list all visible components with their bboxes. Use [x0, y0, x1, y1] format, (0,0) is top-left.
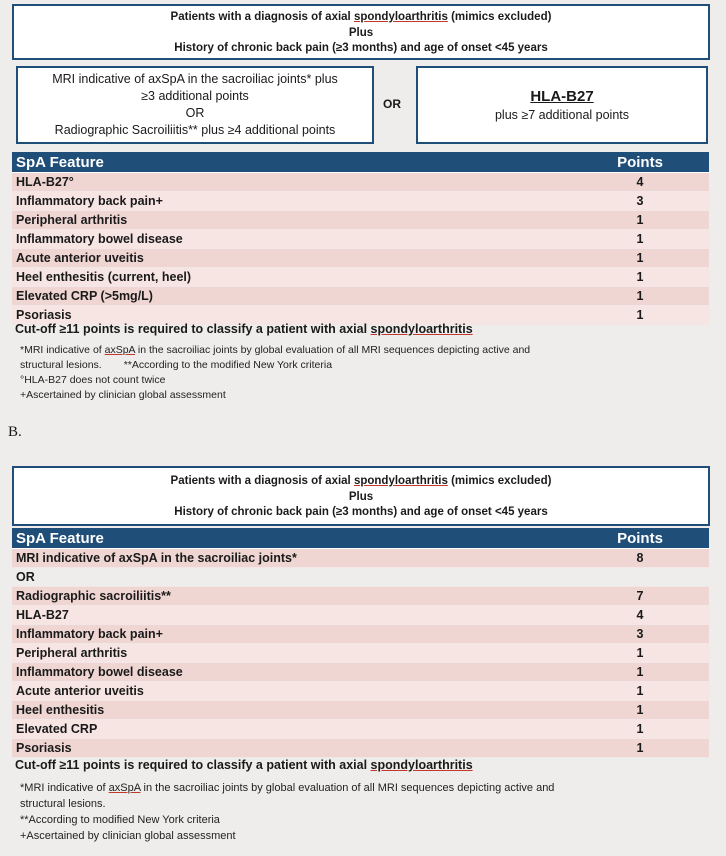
- imaging-arm-line-1: MRI indicative of axSpA in the sacroiliac joints* plus: [52, 72, 338, 86]
- table-row: Psoriasis 1: [12, 739, 709, 758]
- header-line-2: Plus: [348, 490, 374, 503]
- table-row: Peripheral arthritis 1: [12, 211, 709, 230]
- table-row: Inflammatory back pain+ 3: [12, 192, 709, 211]
- table-row: HLA-B27° 4: [12, 173, 709, 192]
- clinical-arm-box: [416, 66, 708, 144]
- imaging-arm-line-2: ≥3 additional points: [141, 89, 249, 103]
- imaging-arm-line-4: Radiographic Sacroiliitis** plus ≥4 additional points: [54, 123, 336, 137]
- spa-features-table-a: [12, 152, 709, 325]
- table-row: Peripheral arthritis 1: [12, 644, 709, 663]
- table-row: Acute anterior uveitis 1: [12, 249, 709, 268]
- cutoff-statement-b: Cut-off ≥11 points is required to classify a patient with axial spondyloarthritis: [15, 758, 473, 772]
- footnote-mri: *MRI indicative of axSpA in the sacroiliac joints by global evaluation of all MRI sequences depicting active and: [20, 344, 531, 356]
- footnote-newyork: **According to modified New York criteria: [20, 814, 220, 826]
- table-row: Inflammatory bowel disease 1: [12, 663, 709, 682]
- table-row: Psoriasis 1: [12, 306, 709, 325]
- or-label: OR: [383, 97, 401, 111]
- table-row: Radiographic sacroiliitis** 7: [12, 587, 709, 606]
- header-line-3: History of chronic back pain (≥3 months) and age of onset <45 years: [174, 506, 548, 518]
- col-feature: SpA Feature: [12, 528, 571, 549]
- clinical-arm-title: HLA-B27: [530, 88, 594, 105]
- table-row: OR: [12, 568, 709, 587]
- table-row: HLA-B27 4: [12, 606, 709, 625]
- table-row: Heel enthesitis 1: [12, 701, 709, 720]
- table-row: Elevated CRP (>5mg/L) 1: [12, 287, 709, 306]
- clinical-arm-subtitle: plus ≥7 additional points: [494, 108, 630, 122]
- col-points: Points: [571, 152, 709, 173]
- footnotes-a: [20, 343, 530, 403]
- footnote-hla: °HLA-B27 does not count twice: [20, 374, 166, 386]
- table-row: Acute anterior uveitis 1: [12, 682, 709, 701]
- criteria-header-a: [12, 4, 710, 60]
- table-row: Inflammatory bowel disease 1: [12, 230, 709, 249]
- imaging-arm-box: [16, 66, 374, 144]
- header-line-3: History of chronic back pain (≥3 months) and age of onset <45 years: [174, 42, 548, 54]
- footnotes-b: [20, 780, 554, 844]
- footnote-structural: structural lesions. **According to the modified New York criteria: [20, 359, 333, 371]
- col-points: Points: [571, 528, 709, 549]
- cutoff-statement-a: Cut-off ≥11 points is required to classify a patient with axial spondyloarthritis: [15, 322, 473, 336]
- header-line-1: Patients with a diagnosis of axial spondyloarthritis (mimics excluded): [170, 475, 552, 487]
- table-row: Inflammatory back pain+ 3: [12, 625, 709, 644]
- footnote-clinician: +Ascertained by clinician global assessment: [20, 830, 236, 842]
- col-feature: SpA Feature: [12, 152, 571, 173]
- footnote-clinician: +Ascertained by clinician global assessment: [20, 389, 226, 401]
- section-b-label: B.: [8, 424, 22, 440]
- footnote-structural: structural lesions.: [20, 798, 106, 810]
- table-row: MRI indicative of axSpA in the sacroiliac joints* 8: [12, 549, 709, 568]
- header-line-1: Patients with a diagnosis of axial spondyloarthritis (mimics excluded): [170, 11, 552, 23]
- table-row: Heel enthesitis (current, heel) 1: [12, 268, 709, 287]
- header-line-2: Plus: [348, 26, 374, 39]
- spa-features-table-b: [12, 528, 709, 758]
- table-row: Elevated CRP 1: [12, 720, 709, 739]
- imaging-arm-line-3: OR: [185, 106, 205, 120]
- footnote-mri: *MRI indicative of axSpA in the sacroiliac joints by global evaluation of all MRI sequences depicting active and: [20, 782, 555, 794]
- criteria-header-b: [12, 466, 710, 526]
